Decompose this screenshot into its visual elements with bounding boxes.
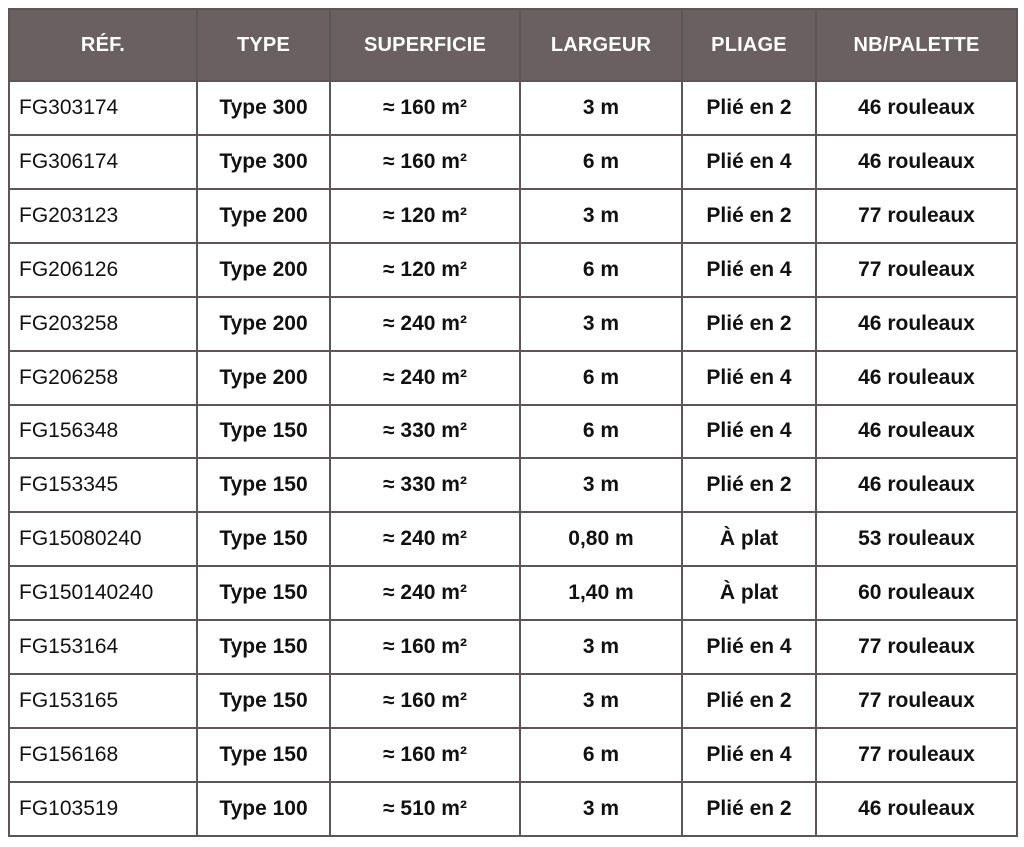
pliage-cell: Plié en 4 <box>682 351 816 405</box>
type-cell: Type 150 <box>197 458 330 512</box>
ref-cell: FG206258 <box>9 351 197 405</box>
pliage-cell: À plat <box>682 566 816 620</box>
superficie-cell: ≈ 240 m² <box>330 566 520 620</box>
ref-cell: FG306174 <box>9 135 197 189</box>
type-cell: Type 200 <box>197 297 330 351</box>
superficie-cell: ≈ 160 m² <box>330 81 520 135</box>
superficie-cell: ≈ 160 m² <box>330 135 520 189</box>
superficie-cell: ≈ 160 m² <box>330 728 520 782</box>
pliage-cell: Plié en 2 <box>682 674 816 728</box>
header-row <box>9 9 1017 81</box>
largeur-cell: 6 m <box>520 243 682 297</box>
nb-palette-cell: 46 rouleaux <box>816 405 1017 459</box>
superficie-cell: ≈ 330 m² <box>330 458 520 512</box>
nb-palette-cell: 77 rouleaux <box>816 243 1017 297</box>
superficie-cell: ≈ 330 m² <box>330 405 520 459</box>
table-row <box>9 728 1017 782</box>
superficie-cell: ≈ 240 m² <box>330 297 520 351</box>
largeur-cell: 6 m <box>520 135 682 189</box>
nb-palette-cell: 46 rouleaux <box>816 81 1017 135</box>
table-row <box>9 135 1017 189</box>
table-row <box>9 243 1017 297</box>
nb-palette-cell: 46 rouleaux <box>816 351 1017 405</box>
type-cell: Type 150 <box>197 620 330 674</box>
pliage-cell: Plié en 2 <box>682 81 816 135</box>
column-header-nb-palette: NB/PALETTE <box>816 9 1017 81</box>
nb-palette-cell: 46 rouleaux <box>816 297 1017 351</box>
table-header <box>9 9 1017 81</box>
table-row <box>9 782 1017 836</box>
type-cell: Type 150 <box>197 728 330 782</box>
type-cell: Type 150 <box>197 512 330 566</box>
ref-cell: FG153345 <box>9 458 197 512</box>
largeur-cell: 1,40 m <box>520 566 682 620</box>
nb-palette-cell: 77 rouleaux <box>816 674 1017 728</box>
largeur-cell: 6 m <box>520 351 682 405</box>
table-row <box>9 351 1017 405</box>
ref-cell: FG206126 <box>9 243 197 297</box>
ref-cell: FG303174 <box>9 81 197 135</box>
table-row <box>9 512 1017 566</box>
table-row <box>9 81 1017 135</box>
largeur-cell: 3 m <box>520 620 682 674</box>
nb-palette-cell: 77 rouleaux <box>816 620 1017 674</box>
table-row <box>9 674 1017 728</box>
ref-cell: FG203123 <box>9 189 197 243</box>
table-row <box>9 405 1017 459</box>
ref-cell: FG15080240 <box>9 512 197 566</box>
type-cell: Type 150 <box>197 405 330 459</box>
table-row <box>9 566 1017 620</box>
pliage-cell: Plié en 2 <box>682 189 816 243</box>
nb-palette-cell: 46 rouleaux <box>816 135 1017 189</box>
pliage-cell: Plié en 2 <box>682 458 816 512</box>
largeur-cell: 3 m <box>520 297 682 351</box>
superficie-cell: ≈ 160 m² <box>330 620 520 674</box>
ref-cell: FG156168 <box>9 728 197 782</box>
pliage-cell: Plié en 4 <box>682 135 816 189</box>
type-cell: Type 200 <box>197 189 330 243</box>
column-header-ref: RÉF. <box>9 9 197 81</box>
type-cell: Type 300 <box>197 81 330 135</box>
superficie-cell: ≈ 120 m² <box>330 189 520 243</box>
table-body <box>9 81 1017 836</box>
product-spec-table <box>8 8 1018 837</box>
column-header-pliage: PLIAGE <box>682 9 816 81</box>
nb-palette-cell: 46 rouleaux <box>816 782 1017 836</box>
ref-cell: FG156348 <box>9 405 197 459</box>
largeur-cell: 3 m <box>520 782 682 836</box>
column-header-superficie: SUPERFICIE <box>330 9 520 81</box>
pliage-cell: Plié en 2 <box>682 782 816 836</box>
largeur-cell: 6 m <box>520 405 682 459</box>
ref-cell: FG103519 <box>9 782 197 836</box>
table-row <box>9 189 1017 243</box>
ref-cell: FG153165 <box>9 674 197 728</box>
superficie-cell: ≈ 510 m² <box>330 782 520 836</box>
largeur-cell: 6 m <box>520 728 682 782</box>
largeur-cell: 3 m <box>520 81 682 135</box>
pliage-cell: Plié en 4 <box>682 405 816 459</box>
type-cell: Type 200 <box>197 351 330 405</box>
nb-palette-cell: 60 rouleaux <box>816 566 1017 620</box>
superficie-cell: ≈ 240 m² <box>330 351 520 405</box>
nb-palette-cell: 46 rouleaux <box>816 458 1017 512</box>
largeur-cell: 3 m <box>520 674 682 728</box>
nb-palette-cell: 77 rouleaux <box>816 728 1017 782</box>
ref-cell: FG203258 <box>9 297 197 351</box>
table-row <box>9 620 1017 674</box>
largeur-cell: 3 m <box>520 189 682 243</box>
nb-palette-cell: 53 rouleaux <box>816 512 1017 566</box>
pliage-cell: Plié en 4 <box>682 243 816 297</box>
type-cell: Type 100 <box>197 782 330 836</box>
pliage-cell: Plié en 2 <box>682 297 816 351</box>
superficie-cell: ≈ 240 m² <box>330 512 520 566</box>
ref-cell: FG153164 <box>9 620 197 674</box>
superficie-cell: ≈ 160 m² <box>330 674 520 728</box>
pliage-cell: Plié en 4 <box>682 620 816 674</box>
pliage-cell: À plat <box>682 512 816 566</box>
superficie-cell: ≈ 120 m² <box>330 243 520 297</box>
type-cell: Type 150 <box>197 566 330 620</box>
type-cell: Type 300 <box>197 135 330 189</box>
column-header-largeur: LARGEUR <box>520 9 682 81</box>
table-row <box>9 458 1017 512</box>
column-header-type: TYPE <box>197 9 330 81</box>
nb-palette-cell: 77 rouleaux <box>816 189 1017 243</box>
largeur-cell: 0,80 m <box>520 512 682 566</box>
largeur-cell: 3 m <box>520 458 682 512</box>
ref-cell: FG150140240 <box>9 566 197 620</box>
type-cell: Type 200 <box>197 243 330 297</box>
type-cell: Type 150 <box>197 674 330 728</box>
pliage-cell: Plié en 4 <box>682 728 816 782</box>
table-row <box>9 297 1017 351</box>
